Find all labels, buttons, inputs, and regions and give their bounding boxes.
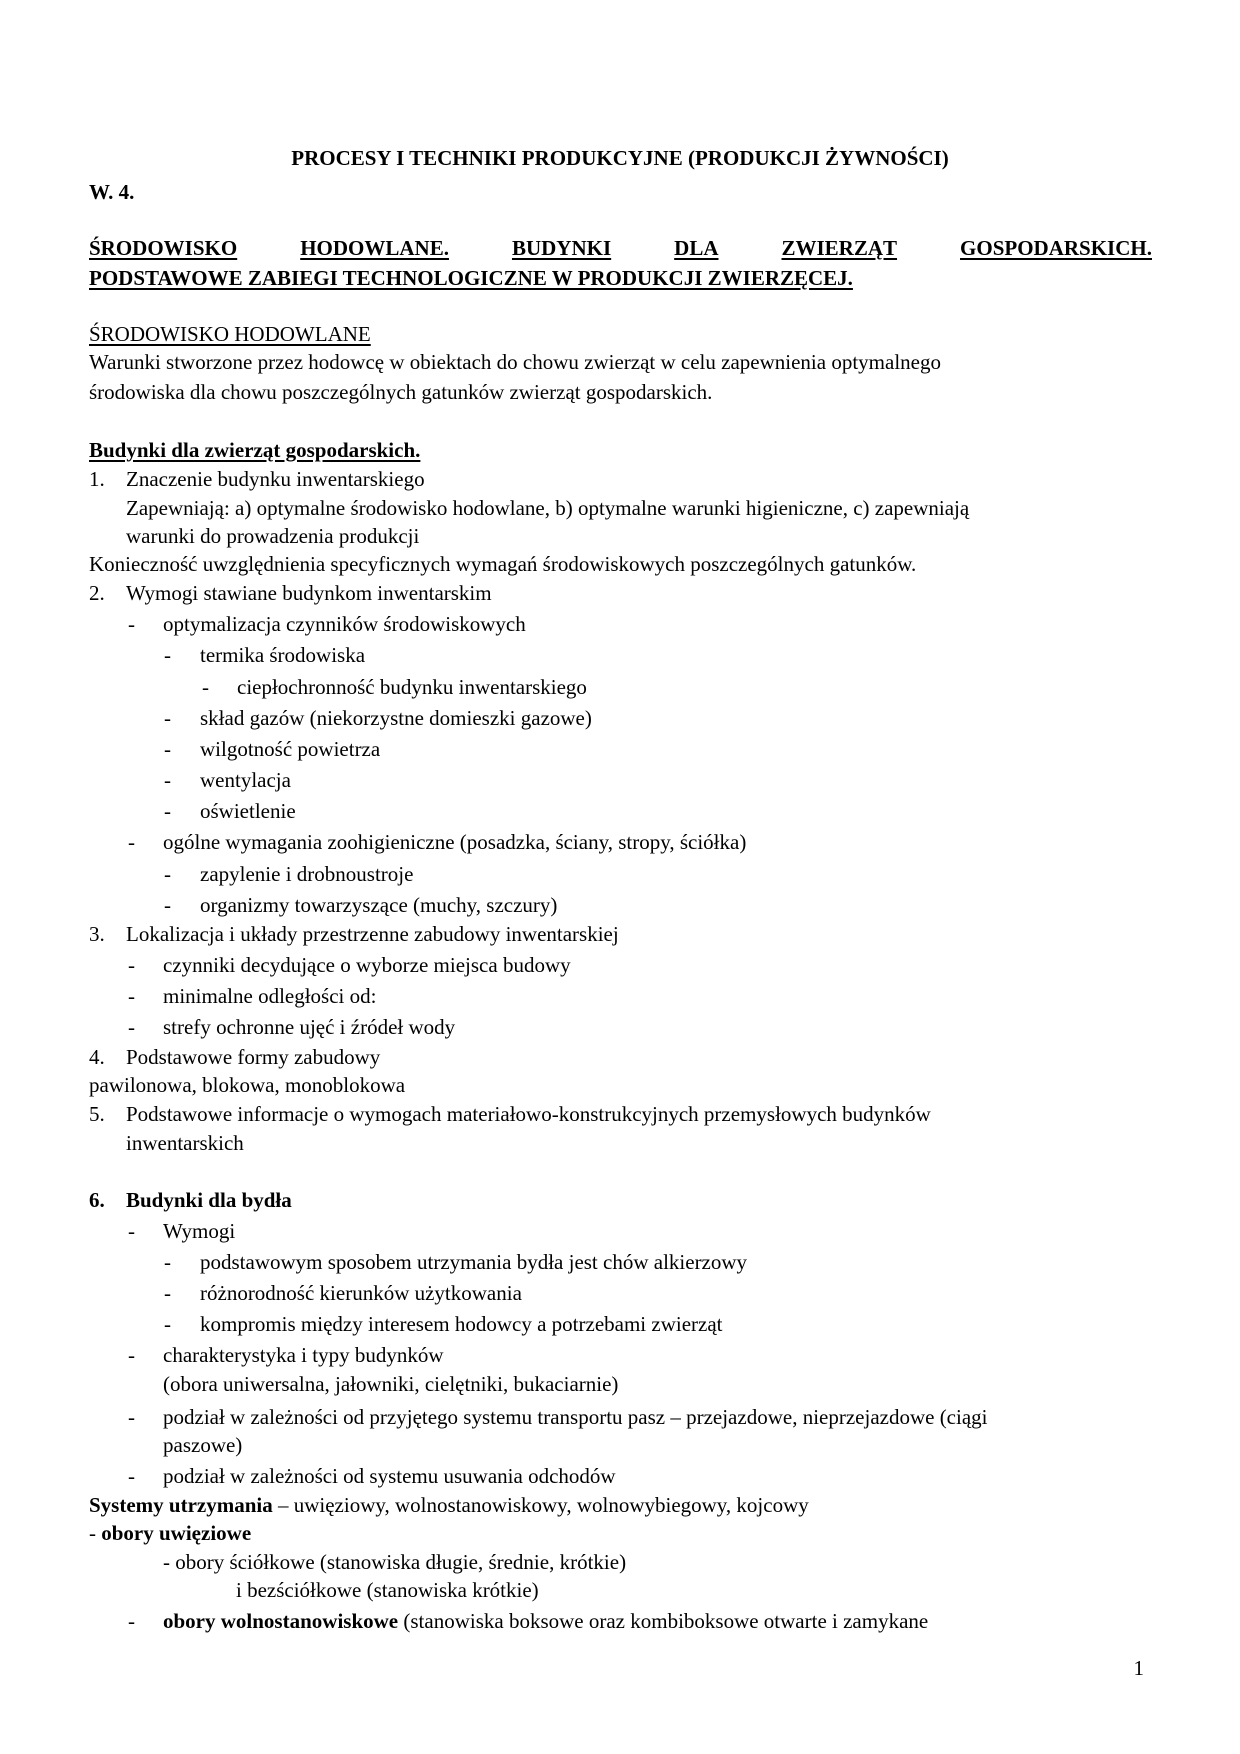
tied-line — [89, 1519, 251, 1547]
list-item: Wymogi — [163, 1219, 236, 1243]
no-bedding-line: i bezściółkowe (stanowiska krótkie) — [236, 1578, 539, 1602]
dash-bullet: - — [164, 1250, 171, 1274]
list-item-text: inwentarskich — [126, 1131, 244, 1155]
lecture-number: W. 4. — [89, 180, 135, 204]
dash-bullet: - — [128, 612, 135, 636]
dash-bullet: - — [128, 953, 135, 977]
dash-bullet: - — [128, 984, 135, 1008]
list-item: czynniki decydujące o wyborze miejsca budowy — [163, 953, 571, 977]
list-number: 6. — [89, 1188, 105, 1212]
dash-bullet: - — [164, 643, 171, 667]
dash-bullet: - — [164, 737, 171, 761]
list-item: kompromis między interesem hodowcy a potrzebami zwierząt — [200, 1312, 723, 1336]
list-item: charakterystyka i typy budynków — [163, 1343, 444, 1367]
heading-word: ŚRODOWISKO — [89, 236, 238, 260]
main-heading-line-2: PODSTAWOWE ZABIEGI TECHNOLOGICZNE W PRODUKCJI ZWIERZĘCEJ. — [89, 266, 853, 290]
systems-label: Systemy utrzymania — [89, 1493, 273, 1517]
list-item: podstawowym sposobem utrzymania bydła jest chów alkierzowy — [200, 1250, 748, 1274]
list-item: wilgotność powietrza — [200, 737, 381, 761]
list-item-text: paszowe) — [163, 1433, 243, 1457]
list-item: optymalizacja czynników środowiskowych — [163, 612, 526, 636]
list-item: podział w zależności od przyjętego systemu transportu pasz – przejazdowe, nieprzejazdowe (ciągi — [163, 1405, 988, 1429]
tied-label: obory uwięziowe — [101, 1521, 252, 1545]
dash-bullet: - — [202, 675, 209, 699]
list-item-heading: Budynki dla bydła — [126, 1188, 292, 1212]
dash-bullet: - — [164, 1281, 171, 1305]
free-stall-text: (stanowiska boksowe oraz kombiboksowe otwarte i zamykane — [398, 1609, 929, 1633]
dash-bullet: - — [164, 862, 171, 886]
main-heading-line-1 — [89, 236, 1152, 261]
list-number: 2. — [89, 581, 105, 605]
list-item: oświetlenie — [200, 799, 296, 823]
free-stall-line — [163, 1607, 928, 1635]
paragraph-line: środowiska dla chowu poszczególnych gatunków zwierząt gospodarskich. — [89, 380, 713, 404]
list-item: skład gazów (niekorzystne domieszki gazowe) — [200, 706, 592, 730]
section-title-buildings: Budynki dla zwierząt gospodarskich. — [89, 438, 421, 462]
list-number: 1. — [89, 467, 105, 491]
dash-bullet: - — [164, 799, 171, 823]
section-title-environment: ŚRODOWISKO HODOWLANE — [89, 322, 371, 346]
dash-bullet: - — [128, 1343, 135, 1367]
page-number: 1 — [1133, 1656, 1144, 1680]
dash-bullet: - — [128, 1015, 135, 1039]
list-number: 3. — [89, 922, 105, 946]
dash-bullet: - — [164, 893, 171, 917]
dash-bullet: - — [128, 1405, 135, 1429]
free-stall-label: obory wolnostanowiskowe — [163, 1609, 399, 1633]
list-item-text: Zapewniają: a) optymalne środowisko hodowlane, b) optymalne warunki higieniczne, c) zapewniają — [126, 496, 970, 520]
list-item: strefy ochronne ujęć i źródeł wody — [163, 1015, 456, 1039]
list-item: Lokalizacja i układy przestrzenne zabudowy inwentarskiej — [126, 922, 619, 946]
dash-bullet: - — [128, 1609, 135, 1633]
list-item: termika środowiska — [200, 643, 366, 667]
list-item: zapylenie i drobnoustroje — [200, 862, 414, 886]
list-item-text: warunki do prowadzenia produkcji — [126, 524, 420, 548]
dash-bullet: - — [128, 830, 135, 854]
list-item: wentylacja — [200, 768, 291, 792]
list-item: ogólne wymagania zoohigieniczne (posadzka, ściany, stropy, ściółka) — [163, 830, 747, 854]
paragraph-line: Warunki stworzone przez hodowcę w obiektach do chowu zwierząt w celu zapewnienia optymalnego — [89, 350, 941, 374]
tied-prefix: - — [89, 1521, 102, 1545]
list-item: organizmy towarzyszące (muchy, szczury) — [200, 893, 558, 917]
list-number: 5. — [89, 1102, 105, 1126]
list-item: różnorodność kierunków użytkowania — [200, 1281, 522, 1305]
dash-bullet: - — [164, 1312, 171, 1336]
systems-text: – uwięziowy, wolnostanowiskowy, wolnowybiegowy, kojcowy — [272, 1493, 809, 1517]
bedding-line: - obory ściółkowe (stanowiska długie, średnie, krótkie) — [163, 1550, 627, 1574]
heading-word: BUDYNKI — [511, 236, 612, 260]
heading-word: DLA — [674, 236, 719, 260]
systems-line — [89, 1491, 809, 1519]
paragraph-line: pawilonowa, blokowa, monoblokowa — [89, 1073, 406, 1097]
list-item: Podstawowe formy zabudowy — [126, 1045, 381, 1069]
heading-word: GOSPODARSKICH. — [960, 236, 1152, 260]
list-item-text: (obora uniwersalna, jałowniki, cielętniki, bukaciarnie) — [163, 1372, 619, 1396]
list-item: Wymogi stawiane budynkom inwentarskim — [126, 581, 492, 605]
list-item: Znaczenie budynku inwentarskiego — [126, 467, 425, 491]
list-item: podział w zależności od systemu usuwania odchodów — [163, 1464, 616, 1488]
list-item: Podstawowe informacje o wymogach materiałowo-konstrukcyjnych przemysłowych budynków — [126, 1102, 931, 1126]
heading-word: ZWIERZĄT — [781, 236, 898, 260]
heading-word: HODOWLANE. — [300, 236, 449, 260]
list-number: 4. — [89, 1045, 105, 1069]
list-item: minimalne odległości od: — [163, 984, 377, 1008]
dash-bullet: - — [128, 1219, 135, 1243]
dash-bullet: - — [128, 1464, 135, 1488]
document-title: PROCESY I TECHNIKI PRODUKCYJNE (PRODUKCJI ŻYWNOŚCI) — [291, 146, 949, 170]
list-item: ciepłochronność budynku inwentarskiego — [237, 675, 587, 699]
paragraph-line: Konieczność uwzględnienia specyficznych wymagań środowiskowych poszczególnych gatunków. — [89, 552, 917, 576]
dash-bullet: - — [164, 768, 171, 792]
dash-bullet: - — [164, 706, 171, 730]
